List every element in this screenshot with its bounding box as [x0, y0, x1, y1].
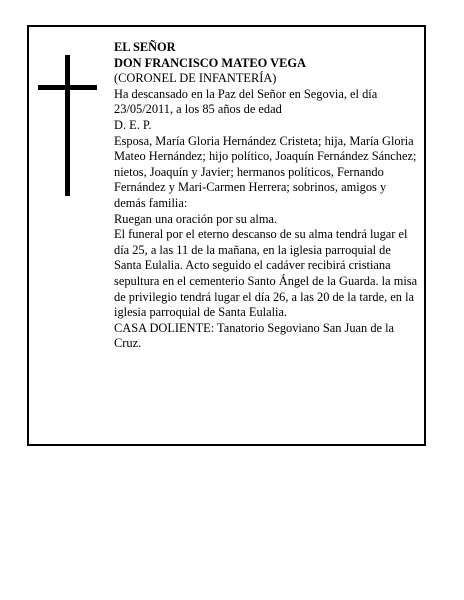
mourning-house: CASA DOLIENTE: Tanatorio Segoviano San Juan de la Cruz. — [114, 320, 395, 351]
cross-horizontal-bar — [38, 85, 97, 90]
death-announcement: Ha descansado en la Paz del Señor en Segovia, el día 23/05/2011, a los 85 años de edad — [114, 86, 378, 117]
funeral-details: El funeral por el eterno descanso de su alma tendrá lugar el día 25, a las 11 de la mañana, en la iglesia parroquial de Santa Eulalia. Acto seguido el cadáver recibirá cristiana sepultura en el cementerio Santo Ángel de la Guarda. la misa de privilegio tendrá lugar el día 26, a las 20 de la tarde, en la iglesia parroquial de Santa Eulalia. — [114, 227, 418, 320]
obituary-text — [114, 40, 419, 352]
rank-line: (CORONEL DE INFANTERÍA) — [114, 71, 277, 86]
deceased-name: DON FRANCISCO MATEO VEGA — [114, 55, 306, 70]
dep-line: D. E. P. — [114, 117, 152, 132]
cross-vertical-bar — [65, 55, 70, 196]
header-line-1: EL SEÑOR — [114, 40, 176, 54]
family-list: Esposa, María Gloria Hernández Cristeta; hija, María Gloria Mateo Hernández; hijo político, Joaquín Fernández Sánchez; nietos, Joaquín y Javier; hermanos políticos, Fernando Fernández y Mari-Carmen Herrera; sobrinos, amigos y demás familia: — [114, 133, 417, 210]
prayer-request: Ruegan una oración por su alma. — [114, 211, 278, 226]
